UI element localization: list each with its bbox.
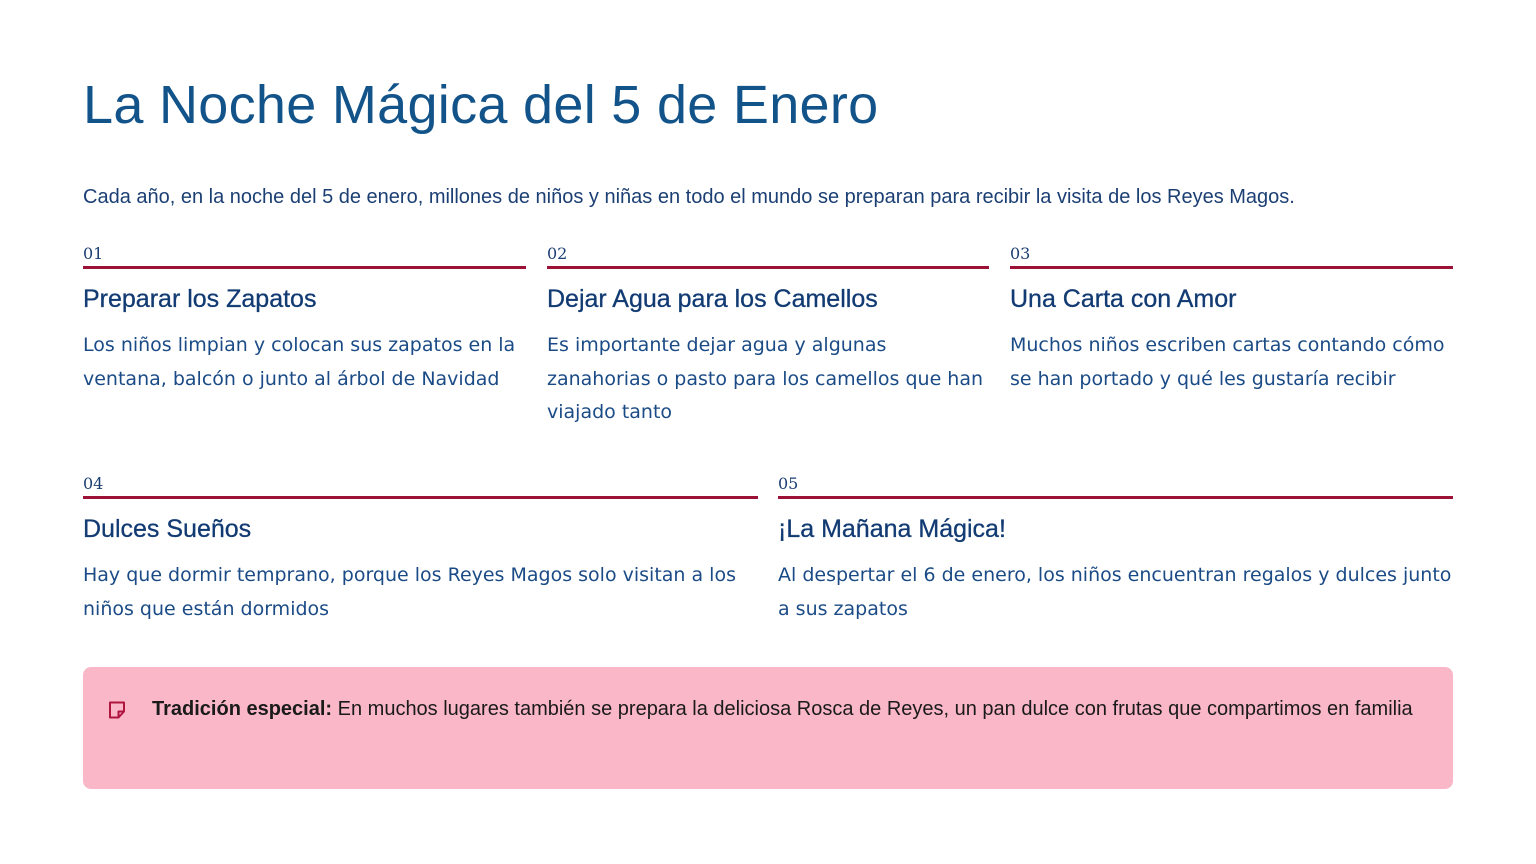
- step-number: 03: [1010, 244, 1031, 263]
- step-card: [83, 244, 526, 396]
- tradition-callout: [83, 667, 1453, 789]
- step-title: ¡La Mañana Mágica!: [778, 515, 1006, 543]
- callout-text: [152, 693, 1427, 726]
- step-title: Dejar Agua para los Camellos: [547, 285, 878, 313]
- step-card: [778, 474, 1453, 626]
- step-divider: [83, 496, 758, 499]
- step-divider: [547, 266, 989, 269]
- callout-body: En muchos lugares también se prepara la deliciosa Rosca de Reyes, un pan dulce con frutas que compartimos en familia: [332, 698, 1413, 720]
- step-number: 04: [83, 474, 104, 493]
- step-card: [1010, 244, 1453, 396]
- intro-paragraph: Cada año, en la noche del 5 de enero, millones de niños y niñas en todo el mundo se preparan para recibir la visita de los Reyes Magos.: [83, 186, 1295, 208]
- sticky-note-icon: [107, 700, 127, 720]
- step-description: Muchos niños escriben cartas contando cómo se han portado y qué les gustaría recibir: [1010, 334, 1445, 390]
- page-title: La Noche Mágica del 5 de Enero: [83, 75, 879, 135]
- step-description: Los niños limpian y colocan sus zapatos en la ventana, balcón o junto al árbol de Navidad: [83, 334, 516, 390]
- callout-label: Tradición especial:: [152, 698, 333, 720]
- step-divider: [778, 496, 1453, 499]
- step-number: 05: [778, 474, 799, 493]
- step-divider: [83, 266, 526, 269]
- step-card: [83, 474, 758, 626]
- step-title: Preparar los Zapatos: [83, 285, 317, 313]
- step-number: 02: [547, 244, 568, 263]
- step-description: Es importante dejar agua y algunas zanahorias o pasto para los camellos que han viajado tanto: [547, 334, 984, 423]
- step-title: Dulces Sueños: [83, 515, 252, 543]
- step-description: Al despertar el 6 de enero, los niños encuentran regalos y dulces junto a sus zapatos: [778, 564, 1452, 620]
- step-card: [547, 244, 989, 430]
- step-number: 01: [83, 244, 104, 263]
- page: [83, 0, 1453, 864]
- step-divider: [1010, 266, 1453, 269]
- step-title: Una Carta con Amor: [1010, 285, 1237, 313]
- step-description: Hay que dormir temprano, porque los Reyes Magos solo visitan a los niños que están dormidos: [83, 564, 736, 620]
